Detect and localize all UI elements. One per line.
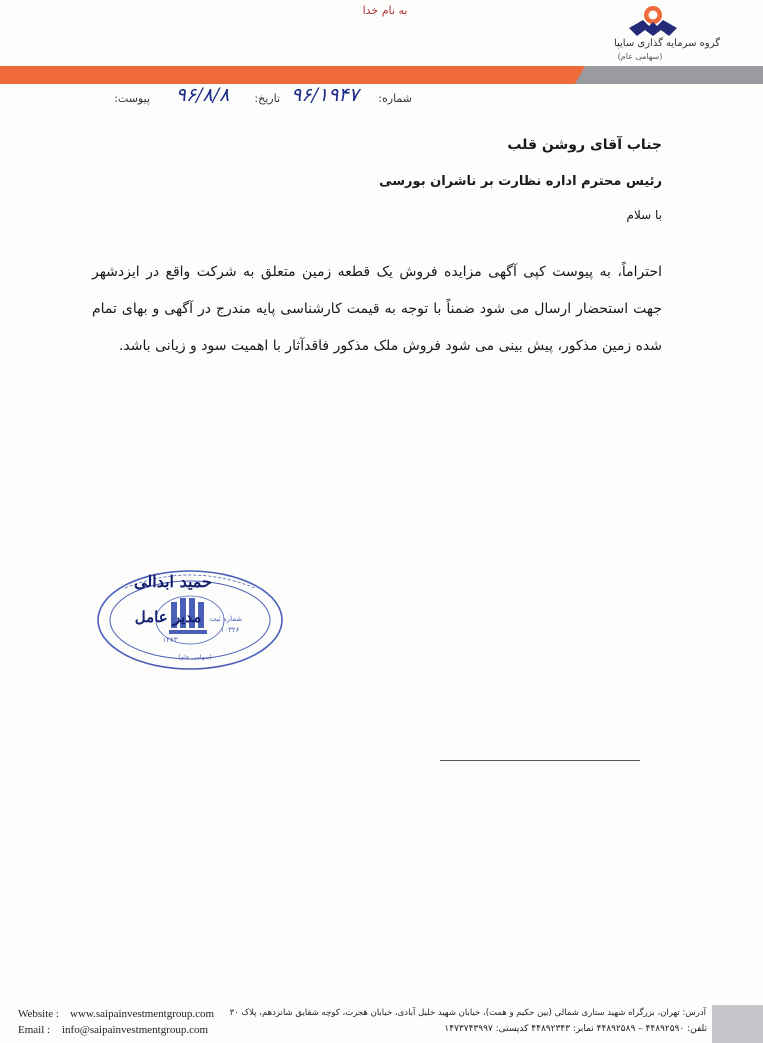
footer-contacts: تلفن: ۴۴۸۹۲۵۹۰ – ۴۴۸۹۲۵۸۹ نمابر: ۴۴۸۹۲۳۴۳ کدپستی: ۱۴۷۳۷۴۳۹۹۷: [444, 1024, 707, 1034]
company-logo: [625, 2, 681, 38]
stamp-year: ۱۳۶۳: [162, 636, 178, 644]
company-name: گروه سرمایه گذاری سایپا: [613, 38, 720, 49]
website-link[interactable]: www.saipainvestmentgroup.com: [70, 1008, 215, 1020]
letter-number-label: شماره:: [378, 92, 412, 105]
letter-number-value: ۹۶/۱۹۴۷: [291, 84, 359, 106]
letter-attachment-label: پیوست:: [114, 92, 150, 105]
stamp-company-type: (سهامی عام): [178, 654, 212, 661]
stamp-registration-number: ۱۰۳۲۶: [220, 626, 240, 634]
recipient-title: رئیس محترم اداره نظارت بر ناشران بورسی: [379, 174, 662, 189]
recipient-name: جناب آقای روشن قلب: [507, 137, 662, 153]
footer-grey-block: [712, 1005, 763, 1043]
header-band-orange: [0, 66, 560, 84]
letter-body: احتراماً، به پیوست کپی آگهی مزایده فروش یک قطعه زمین متعلق به شرکت واقع در ایزدشهر جهت استحضار ارسال می شود ضمناً با توجه به قیمت کارشناسی پایه مندرج در آگهی و بهای تمام شده زمین مذکور، پیش بینی می شود فروش ملک مذکور فاقدآثار با اهمیت سود و زیانی باشد.: [92, 264, 662, 354]
stamp-registration-label: شماره ثبت: [209, 615, 243, 623]
email-label: Email :: [18, 1024, 51, 1036]
letter-date-value: ۹۶/۸/۸: [175, 84, 230, 106]
email-link[interactable]: info@saipainvestmentgroup.com: [62, 1024, 209, 1036]
greeting: با سلام: [626, 208, 662, 222]
signature-line: [440, 760, 640, 761]
signer-title: مدیر عامل: [134, 608, 202, 626]
company-type: (سهامی عام): [617, 52, 663, 61]
footer-address: آدرس: تهران، بزرگراه شهید ستاری شمالی (بین حکیم و همت)، خیابان شهید خلیل آبادی، خیابان هجرت، کوچه شقایق شانزدهم، پلاک ۳۰: [229, 1008, 706, 1018]
website-label: Website :: [18, 1008, 59, 1020]
letter-date-label: تاریخ:: [254, 92, 280, 105]
bismillah-text: به نام خدا: [362, 4, 408, 17]
header-band-grey: [560, 66, 763, 84]
signer-name: حمید ابدالی: [134, 572, 212, 591]
